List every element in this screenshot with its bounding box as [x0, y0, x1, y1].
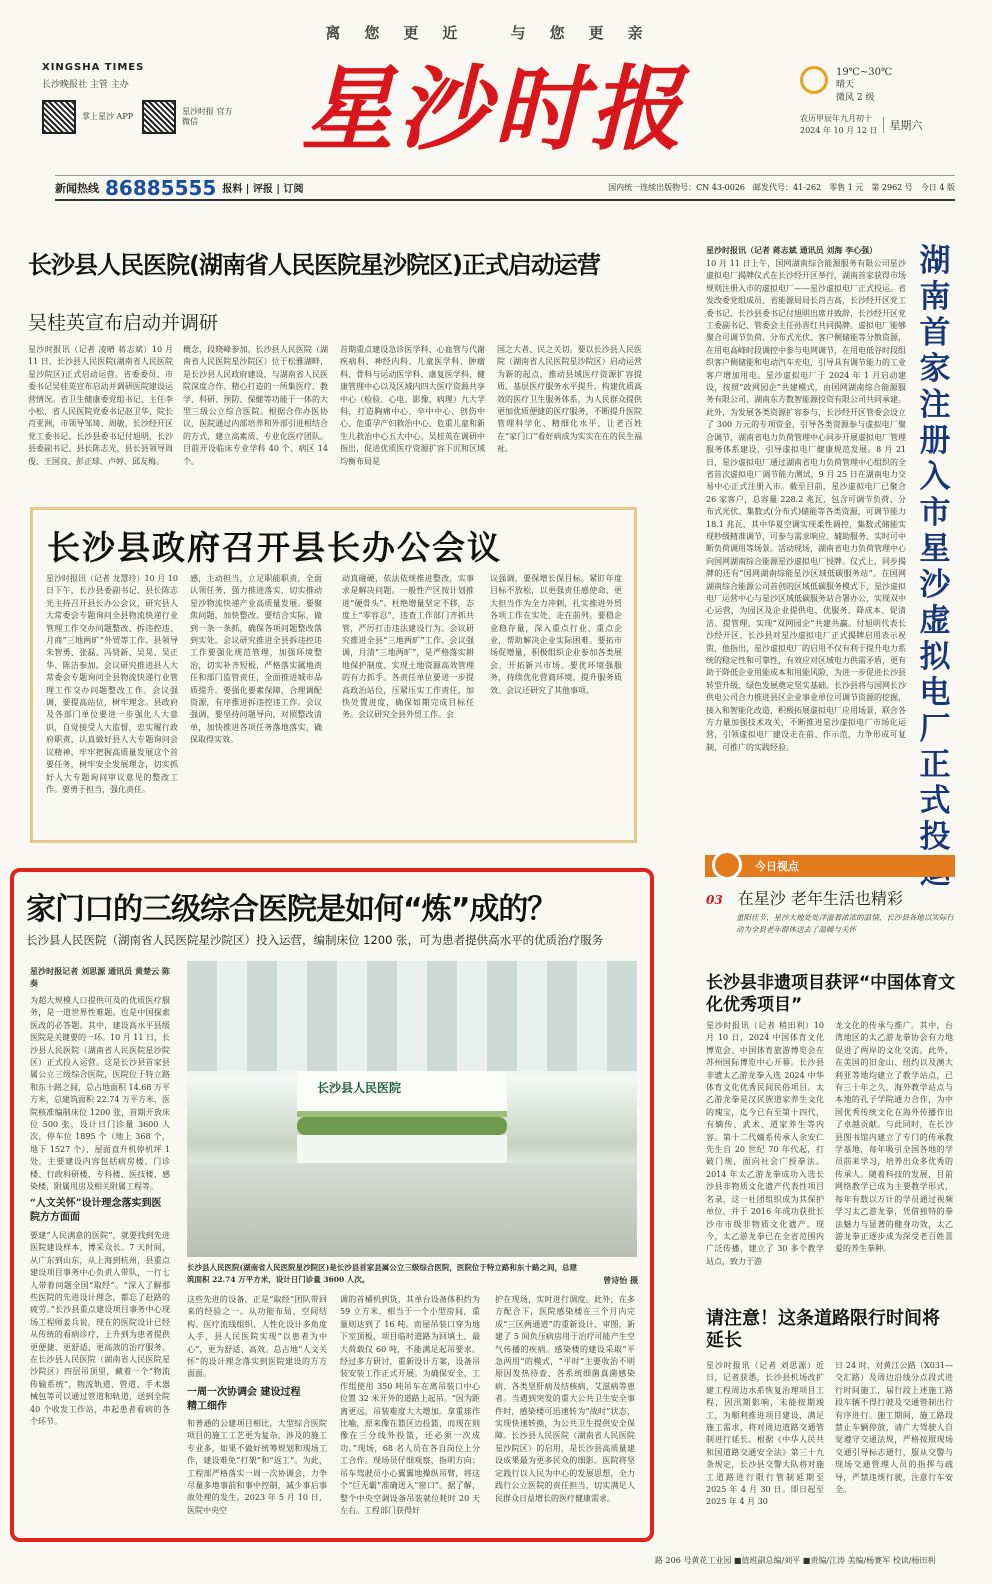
issue-date: 2024 年 10 月 12 日 — [800, 126, 878, 135]
today-item-number: 03 — [706, 893, 723, 907]
issue-number: 第 2962 号 — [871, 183, 913, 192]
eye-icon — [712, 850, 742, 880]
qr-label-app: 掌上星沙 APP — [82, 111, 134, 121]
photo-credit: 曾诗怡 摄 — [603, 1275, 638, 1285]
slogan: 离您更近 与您更亲 — [325, 24, 667, 42]
page-count: 今日 4 版 — [920, 183, 955, 192]
hotline-label: 新闻热线 — [55, 181, 99, 195]
article4-col1: 星沙时报讯（记者 刘思源）近日，记者获悉，长沙县机场改扩建工程周边水系恢复治理项目工程，因汛期影响，未能按期竣工，为顺利推进项目建设，满足施工需求，将对周边道路交通管制进行延长。根据《中华人民共和国道路交通安全法》第三十九条规定，长沙县交警大队将对施工道路进行限行管制延期至 2025 年 4 月 30 日。即日起至 2025 年 4 月 30 — [706, 1361, 824, 1507]
feature-col1b: 要建“人民满意的医院”，就要找到先进医院建设样本，博采众长。7 天时间，从广东到山东，从上海到杭州，县重点建设项目事务中心负责人带队，一行七人带着问题全国“取经”。“深入了解那些医院的先进设计理念，都忘了赶路的疲劳。”长沙县重点建设项目事务中心现场工程师姜兵说，现在的医院设计已经从传统的看病诊疗，上升到为患者提供更便捷、更舒适、更高效的治疗服务。在长沙县人民医院（湖南省人民医院星沙院区）四层吊顶里，藏着一个“物流传输系统”，物流轨道、管道、手术器械包等可以通过管道和轨道，送到全院 40 个收发工作站，串起患者看病的各个环节。 — [30, 1231, 170, 1427]
feature-byline: 星沙时报记者 刘思源 通讯员 黄楚云 陈奏 — [30, 966, 170, 989]
side-vertical-headline[interactable]: 湖南首家注册入市星沙虚拟电厂正式投 — [919, 243, 951, 855]
hospital-lobby-photo[interactable] — [187, 961, 637, 1257]
article4-col2: 日 24 时，对黄江公路（X031—交汇路）及周边沿线分点段式进行时间施工，届行段上述施工路段车辆不得行驶及交通管制出行有序进行。施工期间，施工路段禁止车辆停放，请广大驾驶人自觉遵守交通法规，严格按照现场交通引导标志通行，服从交警与现场交通管理人员的指挥与疏导，严禁违规行驶，注意行车安全。 — [835, 1361, 953, 1495]
article2-col2: 感，主动担当，立足职能职责，全面认领任务，强力推进落实，切实推动星沙物流快递产业高质量发展。要聚焦问题，加快整改。要结合实际，做到一条一条抓，确保各项问题整改落到实处。会议研究推进全县拆违控违工作要强化规范管理，加强环境整治，切实补齐短板，严格落实属地责任和部门监管责任，全面推进城市品质提升。要强化要素保障，合理调配资源，有序推进拆违控违工作。会议强调，要坚持问题导向，对照整改清单，加快推进各项任务落地落实，确保取得实效。 — [190, 574, 322, 745]
article2-col1: 星沙时报讯（记者 龙慧玲）10 月 10 日下午，长沙县委副书记、县长陈志光主持召开县长办公会议，研究县人大常委会专题询问全县物流快递行业管理工作交办问题整改、拆违控违、月商“三地两旷”外贸等工作。县领导朱智勇、张磊、冯贤新、吴晃、吴正华、陈洁参加。会议研究推进县人大常委会专题询问全县物流快递行业管理工作交办问题整改工作。会议强调，要提高站位，树牢理念。县政府及各部门单位要进一步强化人大意识，自觉接受人大监督，忠实履行政府职责，认真做好县人大专题询问会议精神，牢牢把握高质量发展这个首要任务，树牢安全发展理念，切实抓好人大专题询问审议意见的整改工作。要勇于担当，强化责任。 — [46, 574, 178, 794]
photo-counter — [297, 1135, 507, 1163]
photo-plants — [297, 1117, 507, 1135]
hotline-number[interactable]: 86885555 — [105, 175, 217, 200]
photo-hospital-sign: 长沙县人民医院 — [317, 1081, 402, 1095]
article1-col4: 国之大者、民之关切。要以长沙县人民医院（湖南省人民医院星沙院区）启动运营为新的起点，推动县域医疗资源扩容提质、基层医疗服务水平提升，构建优质高效的医疗卫生服务体系，为人民群众提供更加优质便捷的医疗服务，不断提升医院管理科学化、精细化水平，让老百姓在“家门口”看好病成为实实在在的民生福祉。 — [497, 345, 642, 454]
subheadline-hospital-feature: 长沙县人民医院（湖南省人民医院星沙院区）投入运营，编制床位 1200 张，可为患者提供高水平的优质治疗服务 — [26, 933, 604, 947]
feature-subhead1: “人文关怀”设计理念落实到医院方方面面 — [30, 1198, 162, 1223]
hotline-links[interactable]: 报料 | 评报 | 订阅 — [222, 184, 304, 195]
hotline-bar — [55, 175, 955, 201]
headline-heritage[interactable]: 长沙县非遗项目获评“中国体育文化优秀项目” — [706, 973, 956, 1015]
headline-county-meeting[interactable]: 长沙县政府召开县长办公会议 — [47, 528, 502, 567]
today-view-bar — [705, 855, 955, 877]
article1-col1: 星沙时报讯（记者 凌晴 蒋志斌）10 月 11 日，长沙县人民医院(湖南省人民医院星沙院区)正式启动运营。省委委员、市委书记吴桂英宣布启动并调研医院建设运营情况。省卫生健康委党组书记、主任李小松，省人民医院党委书记赵卫华、院长肖亚洲，市领导邹琦、周敏，长沙经开区党工委书记、长沙县委书记付旭明，长沙县委副书记、县长陈志光，县长县领导周俊、王国良、彭正球、卢婷、邱友梅。 — [28, 345, 173, 466]
weather-condition: 晴天 — [836, 80, 855, 90]
article1-col2: 概念，段晓峰参加。长沙县人民医院（湖南省人民医院星沙院区）位于松雅湖畔，是长沙县人民政府建设，与湖南省人民医院深度合作、精心打造的一所集医疗、教学、科研、预防、保健等功能于一体的大型三级公立综合医院。根据合作办医协议，医院通过内部培养和外部引进相结合的方式，建立高素质、专业化医疗团队。目前开设临床专业学科 40 个、病区 14 个。 — [183, 345, 328, 466]
subheadline-hospital-launch: 吴桂英宣布启动并调研 — [28, 312, 219, 334]
weekday: 星期六 — [883, 117, 922, 133]
lunar-date: 农历甲辰年九月初十 — [800, 114, 872, 123]
photo-ceiling — [187, 961, 637, 1071]
price: 零售 1 元 — [829, 183, 864, 192]
feature-col3: 调的首桶机到货，其单台设备体积约为 59 立方米，相当于一个小型房间，重量则达到了 16 吨。而屋吊装口穿为地下室顶板，项目临时道路为回填土，最大荷载仅 60 吨，不能满足起吊要求。经过多方研讨，重新设计方案，设备吊装安装工作正式开展。为确保安全，工作组使用 350 吨吊车在离吊装口中心位置 32 米开外的道路上起吊。“因为距离更远，吊装难度大大增加。拿重球作比喻，原来像在篮区边投篮，而现在则像在三分线外投篮，还必须一次成功。”现场，68 名人员在各自岗位上分工合作。现场员仔细观察，指明方向；吊车驾驶员小心翼翼地操纵吊臂，将这个“巨无霸”准确送入“窗口”。据了解，整个中央空调设备吊装就位耗时 20 天左右。工程部门获得好 — [340, 1295, 480, 1515]
today-item-title: 在星沙 老年生活也精彩 — [737, 889, 903, 908]
feature-col2b: 和普通的公建项目相比，大型综合医院项目的施工工艺更为复杂，涉及的施工专业多，如果不做好统筹规划和现场工作，建设难免“打架”和“返工”。为此，工程部严格落实一周一次协调会，力争尽量多地事前和事中控制，减少事后事故处理的发生。2023 年 5 月 10 日，医院中央空 — [187, 1419, 327, 1515]
photo-caption: 长沙县人民医院(湖南省人民医院星沙院区)是长沙县首家县属公立三级综合医院，医院位于特立路和东十路之间，总建筑面积 22.74 万平方米，设计日门诊量 3600 人次。 — [187, 1263, 577, 1285]
sun-icon — [800, 66, 828, 94]
app-qr-code[interactable] — [42, 100, 76, 134]
footer-credits: 路 206 号黄花工业园 ■值班副总编/刘平 ■责编/江涛 美编/杨赛军 校读/杨田利 — [655, 1556, 936, 1565]
side-article-text: 10 月 11 日上午，国网湖南综合能源服务有限公司星沙虚拟电厂揭牌仪式在长沙经开区举行，湖南首家获得市场规则注册入市的虚拟电厂——星沙虚拟电厂正式投运。省发改委党组成员、省能源局局长肖吉高，长沙经开区党工委书记、长沙县委书记付旭明出席并致辞，长沙经开区党工委副书记、管委会主任孙晋红共同揭牌。虚拟电厂能够聚合可调节负荷、分布式光伏、客户侧储能等分散资源，在用电高峰时段调控中参与电网调节，在用电低谷时段组织客户侧储能和电动汽车充电，引导具有调节能力的工业客户增加用电。星沙虚拟电厂于 2024 年 1 月启动建设，按照“政网园企”共建模式，由国网湖南综合能源服务有限公司、湖南东方数智能源投资有限公司共同承建。此外，为发展各类资源扩容参与，长沙经开区管委会设立了 300 万元的专项资金，引导各类资源参与虚拟电厂聚合调节，湖南省电力负荷管理中心同步开展虚拟电厂管理服务体系建设，引导虚拟电厂健康规范发展。8 月 21 日，星沙虚拟电厂通过湖南省电力负荷管理中心组织的全省首次虚拟电厂调节能力测试，9 月 25 日在湖南电力交易中心正式注册入市。截至目前，星沙虚拟电厂已聚合 26 家客户，总容量 228.2 兆瓦，包含可调节负荷、分布式光伏、集数式(分布式)储能等各类资源，可调节能力 18.1 兆瓦，其中华夏空调实现柔性调控，集数式储能实现秒级精准调节，可参与需求响应、辅助服务、实时可中断负荷调用等场景。活动现场，湖南省电力负荷管理中心向国网湖南综合能源星沙虚拟电厂授牌。仪式上，同步揭牌的还有“国网湖南综能星沙区域低碳服务站”。在国网湖南综合能源公司首创的区域低碳服务模式下，星沙虚拟电厂运营中心与星沙区域低碳服务站合署办公，实现双中心运营，为园区及企业提供电、优服务、降成本、促清洁、提管理，实现“双网园企”共建共赢。付旭明代表长沙经开区、长沙县对星沙虚拟电厂正式揭牌启用表示祝贺，他指出，星沙虚拟电厂的启用不仅有利于提升电力系统的稳定性和可靠性，有效应对区域电力供需矛盾，更有助于降低企业用能成本和用能风险，为进一步促进长沙县转型升级、绿色发展奠定坚实基础。长沙县将与国网长沙供电公司合力推进县区企业事业单位可调节资源的挖掘，接入和智能化改造，积极拓展虚拟电厂应用场景，联合各方力量加强技术攻关，不断推进星沙虚拟电厂市场化运营，引领虚拟电厂建设走在前、作示范，力争形成可复制、可推广的实践经验。 — [706, 259, 906, 752]
qr-label-wechat: 星沙时报 官方微信 — [182, 106, 233, 126]
side-byline: 星沙时报讯（记者 蒋志斌 通讯员 刘海 李心强） — [706, 245, 878, 255]
english-title: XINGSHA TIMES — [42, 62, 145, 73]
article3-col1: 星沙时报讯（记者 稍田利）10 月 10 日，2024 中国体育文化博览会、中国体育旅游博览会在苏州国际博览中心开幕。长沙县非遗太乙游龙拳入选 2024 中华体育文化优秀民间民俗项目。太乙游龙拳是汉民族道家养生文化的瑰宝，迄今已有至第十四代，有嫡传、武术、道家养生等内容。第十二代嫡系传承人余安仁先生自 20 世纪 70 年代起，打破门规，面向社会广授拳法。2014 年太乙游龙拳成功入选长沙县非物质文化遗产代表性项目名录，这一社团组织成为其保护单位，并于 2016 年成功获批长沙市市级非物质文化遗产。现今，太乙游龙拳已在全省范围内广泛传播，建立了 30 多个教学站点，致力于游 — [706, 1021, 824, 1266]
article2-col4: 议强调，要保增长保目标。紧盯年度目标不放松，以更强责任感使命、更大担当作为全力冲刺，扎实推进外贸各项工作在实处、走在前列。要稳企业稳存量，深入重点行业、重点企业，帮助解决企业实际困难。要拓市场促增量，积极组织企业参加各类展会，开拓新兴市场。要优环境强服务，持续优化营商环境，提升服务质效。会议还研究了其他事项。 — [490, 574, 622, 695]
feature-subhead2: 一周一次协调会 建设过程精工细作 — [187, 1387, 301, 1412]
headline-road-limit[interactable]: 请注意！这条道路限行时间将延长 — [706, 1308, 940, 1351]
article1-col3: 首期重点建设急诊医学科、心血管与代谢疾病科、神经内科、儿童医学科、肿瘤科、骨科与运动医学科、康复医学科、健康管理中心以及区域内四大医疗资源共享中心（检验、心电、影像、病理）九大学科，打造胸痛中心、卒中中心、创伤中心、危重孕产妇救治中心、危重儿童和新生儿救治中心五大中心。吴桂英在调研中指出，促进优质医疗资源扩容下沉和区域均衡布局是 — [340, 345, 485, 466]
headline-hospital-launch[interactable]: 长沙县人民医院(湖南省人民医院星沙院区)正式启动运营 — [28, 251, 600, 279]
article2-col3: 动真碰硬，依法依规推进整改，实事求是解决问题。一般性产区按计划推进“硬骨头”。杜绝增量坚定不移，态度上“零容忍”，违查工作部门齐抓共管，严厉打击违法建设行为。会议研究推进全县“三地两旷”工作。会议强调，月清“三地两旷”，是严格落实耕地保护制度、实现土地资源高效管理的有力抓手。各责任单位要进一步提高政治站位，压紧压实工作责任，加快处置进度，确保如期完成目标任务。会议研究全县外贸工作。会 — [342, 574, 474, 720]
masthead-left — [42, 62, 242, 134]
today-view-label: 今日视点 — [755, 860, 799, 873]
today-item[interactable] — [706, 886, 956, 909]
postal-code: 邮发代号：41-262 — [753, 183, 822, 192]
publisher: 长沙晚报社 主管 主办 — [42, 80, 129, 90]
wechat-qr-code[interactable] — [142, 100, 176, 134]
today-item-desc: 重阳佳节，星沙大地处处洋溢着浓浓的温情，长沙县各地以实际行动为全县老年群体送去了温暖与关怀 — [736, 913, 954, 935]
feature-col2: 这些先进的设备，正是“取经”团队带回来的经验之一。从功能布局、空间结构、医疗流线组织、人性化设计多角度入手，县人民医院实现“以患者为中心”，更为舒适、高效。总占地“人文关怀”的设计理念落实到医院建设的方方面面。 — [187, 1295, 327, 1379]
wind: 微风 2 级 — [836, 93, 875, 103]
feature-col4: 护在现场，实时进行调度。此外，在多方配合下，医院感染楼在三个月内完成“三区两通道”的重新设计、审图，新建了 5 间负压病房用于治疗可能产生空气传播的疾病。感染楼的建设采取“平急两用”的模式，“平时”主要收治不明原因发热待查、各系统细菌真菌感染病、各类坚肝病及结核病、艾滋病等患者。当遇到突发的重大公共卫生安全事件时，感染楼可迅速转为“战时”状态，实现快速转换，为公共卫生提供安全保障。长沙县人民医院（湖南省人民医院星沙院区）的启用，是长沙县高质量建设成果最为更多民众的细影。医院将坚定践行以人民为中心的发展思想，全力践行公立医院的责任担当，切实满足人民群众日益增长的医疗健康需求。 — [495, 1295, 635, 1503]
weather-panel — [800, 66, 970, 137]
feature-col1: 为超大规模人口提供可及的优质医疗服务，是一道世界性难题。也是中国探索医改的必答题。其中，建设高水平县级医院是关键要的一环。10 月 11 日，长沙县人民医院（湖南省人民医院星沙院区）正式投入运营。这是长沙县首家县属公立三级综合医院，医院位于特立路和东十路之间，总占地面积 14.68 万平方米，总建筑面积 22.74 万平方米，医院核准编制床位 1200 张，首期开放床位 500 张，设计日门诊量 3600 人次，停车位 1895 个（地上 368 个，地下 1527 个），屋面直升机停机坪 1 处。主要建设内容包括病房楼、门诊楼、行政科研楼、专科楼、医技楼、感染楼，附属用房及相关附属工程等。 — [30, 996, 170, 1192]
registration: 国内统一连续出版物号：CN 43-0026 — [608, 183, 746, 192]
headline-hospital-feature[interactable]: 家门口的三级综合医院是如何“炼”成的？ — [26, 892, 557, 927]
article3-col2: 龙文化的传承与推广。其中，台湾地区的太乙游龙拳协会有力地促进了两岸的文化交流。此外，在美国的旧金山、纽约以及澳大利亚等地均建立了教学站点，已有三十年之久，海外教学站点与本地的孔子学院通力合作，为中国优秀传统文化在海外传播作出了卓越贡献。与此同时，在长沙县图书馆内建立了专门的传承教学基地，每年吸引全国各地的学员前来学习，培养出众多优秀的传承人。随着科技的发展，目前网络教学已成为主要教学形式，每年有数以万计的学员通过视频学习太乙游龙拳，凭借独特的拳法魅力与显著的健身功效，太乙游龙拳正逐步成为深受老百姓喜爱的养生拳种。 — [835, 1021, 953, 1254]
newspaper-logo: 星沙时报 — [301, 56, 686, 163]
temperature: 19℃~30℃ — [836, 67, 893, 78]
photo-floor — [187, 1163, 637, 1257]
